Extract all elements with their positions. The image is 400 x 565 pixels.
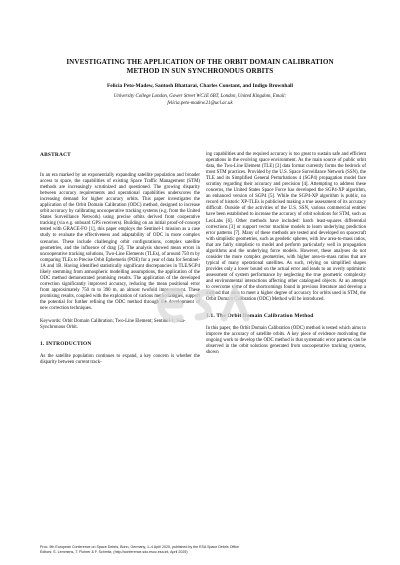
- left-column: [40, 152, 200, 366]
- abstract-heading: ABSTRACT: [40, 152, 71, 158]
- keywords: Keywords: Orbit Domain Calibration; Two-Line Element; Sentinel-1; Sun-Synchronous Orbit.: [40, 319, 186, 331]
- affiliation-email: felicia.peto-madew.21@ucl.ac.uk: [167, 100, 233, 106]
- affiliation-line-1: University College London, Gower Street WC1E 6BT, London, United Kingdom, Email:: [113, 94, 287, 99]
- esa-logo-icon: [150, 280, 260, 330]
- affiliation: [40, 94, 360, 107]
- author-list: Felicia Peto-Madew, Santosh Bhattarai, Charles Constant, and Indigo Brownhall: [106, 83, 294, 89]
- introduction-continued-text: ing capabilities and the required accuracy is too great to sustain safe and efficient operations in the evolving space environment. As the main source of public orbit data, the Two-Line Element (TLE) [3] data format currently forms the bedrock of most STM practices. Provided by the U.S. Space Surveillance Network (SSN), the TLE and its Simplified General Perturbations 4 (SGP4) propagation model face scrutiny regarding their accuracy and precision [4]. Attempting to address these concerns, the United States Space Force has developed the SGP4-XP algorithm, an enhanced version of SGP4 [5]. While the SGP4-XP algorithm is public, no record of historic XP-TLEs is publicised making a true assessment of its accuracy difficult. Outside of the activities of the U.S. SSN, various commercial entities have been established to increase the accuracy of orbit solutions for STM, such as LeoLabs [6]. Other methods have included: batch least-squares differential corrections [3] or support vector machine models to learn underlying prediction error patterns [7]. Many of these methods are tested and developed on spacecraft with simplistic geometries, such as geodetic spheres, with low area-to-mass ratios, that are fairly simplistic to model and perform particularly well in propagation algorithms and the underlying force models. However, these analyses do not consider the more complex geometries, with higher area-to-mass ratios that are typical of many operational satellites. As such, relying on simplified shapes provides only a lower bound on the actual error and leads to an overly optimistic assessment of system performance by neglecting the true geometric complexity and environmental interactions affecting other catalogued objects. At an attempt to overcome some of the shortcomings found in previous literature and develop a method that aims to meet a higher degree of accuracy for orbits used in STM, the Orbit Domain Calibration (ODC) Method will be introduced.: [206, 152, 366, 303]
- introduction-text: As the satellite population continues to expand, a key concern is whether the disparity between current track-: [40, 354, 200, 366]
- esa-logo-watermark: [150, 280, 260, 330]
- paper-title: [40, 58, 360, 76]
- introduction-heading: 1. INTRODUCTION: [40, 341, 92, 348]
- abstract-text: In an era marked by an exponentially expanding satellite population and broader access to space, the capabilities of existing Space Traffic Management (STM) methods are increasingly scrutinized and questioned. The growing disparity between accuracy requirements and operational capabilities underscores the increasing demand for higher accuracy orbits. This paper investigates the application of the Orbit Domain Calibration (ODC) method, designed to increase orbit accuracy by calibrating uncooperative tracking systems (e.g. from the United States Surveillance Network) using precise orbits derived from cooperative tracking (via e.g. onboard GPS receivers). Building on an initial proof-of-concept tested with GRACE-FO [1], this paper employs the Sentinel-1 mission as a case study to evaluate the effectiveness and adaptability of ODC in more complex scenarios. These include challenging orbit configurations, complex satellite geometries, and the influence of drag [2]. The analysis showed mean errors in uncooperative tracking solutions, Two-Line Elements (TLEs), of around 750 m by comparing TLEs to Precise Orbit Ephemeris (POE) for a year of data for Sentinel-1A and 1B. Having identified statistically significant discrepancies in TLE/SGP4 likely stemming from atmospheric modelling assumptions, the application of the ODC method demonstrated promising results. The application of the developed correction significantly improved accuracy, reducing the mean positional error from approximately 750 m to 390 m, an almost twofold improvement. These promising results, coupled with the exploration of various methodologies, support the potential for further refining the ODC method through the development of new correction techniques.: [40, 173, 200, 312]
- page-footer: [40, 545, 360, 555]
- title-line-2: METHOD IN SUN SYNCHRONOUS ORBITS: [126, 67, 274, 75]
- subsection-text: In this paper, the Orbit Domain Calibration (ODC) method is tested which aims to improve the accuracy of satellite orbits. A key piece of evidence motivating the ongoing work to develop the ODC method is that systematic error patterns can be observed in the orbit solutions generated from uncooperative tracking systems, shown: [206, 326, 366, 356]
- subsection-heading: 1.1. The Orbit Domain Calibration Method: [206, 313, 314, 320]
- title-line-1: INVESTIGATING THE APPLICATION OF THE ORBIT DOMAIN CALIBRATION: [66, 58, 334, 66]
- footer-line-2: Editors: S. Lemmens, T. Flohrer & F. Schmitz, (http://conference.sdo.esoc.esa.int, April 2025): [40, 550, 188, 554]
- footer-line-1: Proc. 9th European Conference on Space Debris, Bonn, Germany, 1–4 April 2025, published by the ESA Space Debris Office: [40, 545, 240, 549]
